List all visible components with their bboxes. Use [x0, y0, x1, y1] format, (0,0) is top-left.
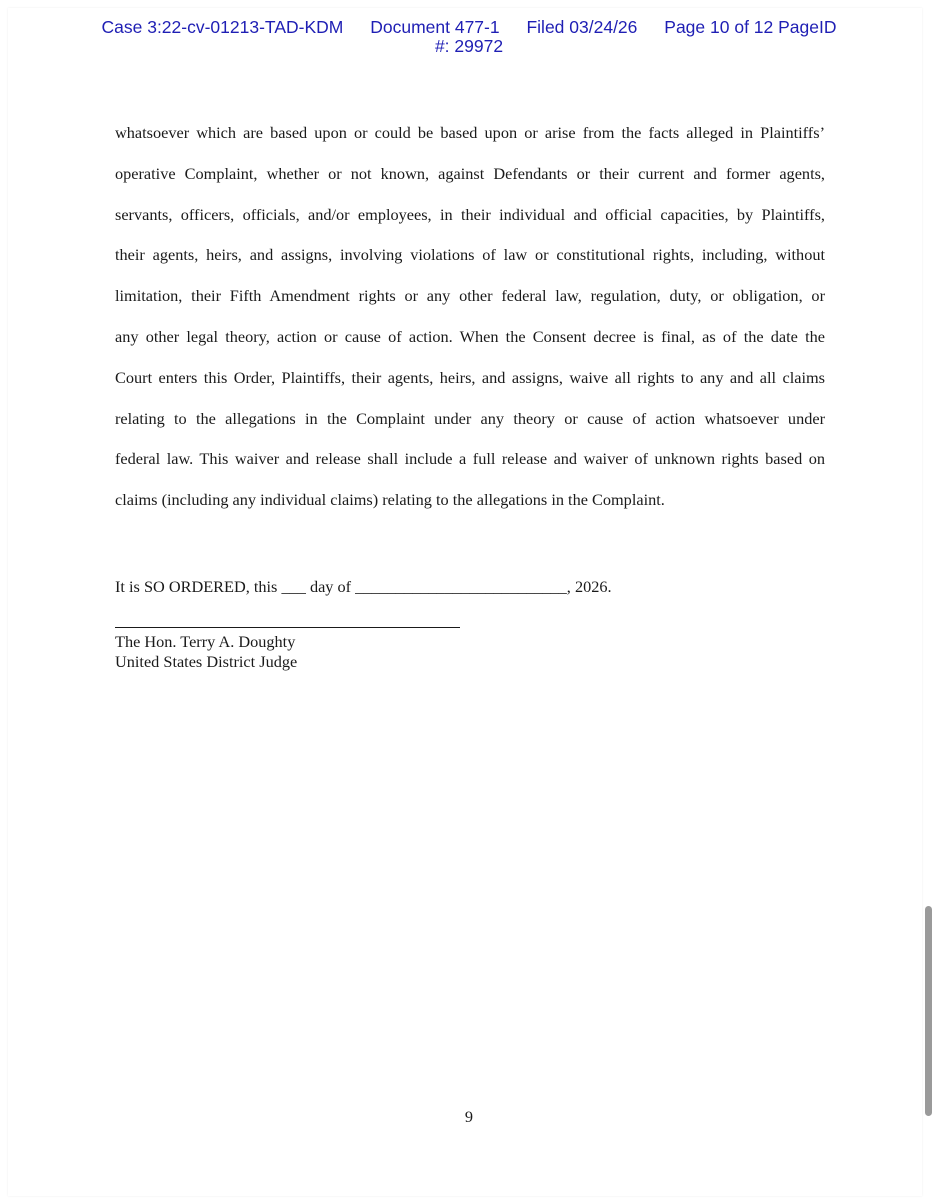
body-line: operative Complaint, whether or not known, against Defendants or their current and former agents, — [115, 163, 825, 183]
filed-date: Filed 03/24/26 — [526, 17, 638, 37]
header-line-1 — [0, 18, 938, 37]
page-of-pages: Page 10 of 12 PageID — [664, 17, 837, 37]
judge-name: The Hon. Terry A. Doughty — [115, 632, 296, 651]
judge-title: United States District Judge — [115, 652, 298, 671]
page-number: 9 — [464, 1107, 474, 1126]
court-filing-header — [0, 18, 938, 56]
body-line: federal law. This waiver and release shall include a full release and waiver of unknown rights based on — [115, 449, 825, 469]
signature-line — [115, 627, 460, 628]
body-line: servants, officers, officials, and/or employees, in their individual and official capacities, by Plaintiffs, — [115, 204, 825, 224]
body-line: their agents, heirs, and assigns, involving violations of law or constitutional rights, including, without — [115, 245, 825, 265]
body-line: whatsoever which are based upon or could be based upon or arise from the facts alleged in Plaintiffs’ — [115, 123, 825, 142]
case-number: Case 3:22-cv-01213-TAD-KDM — [101, 17, 344, 37]
vertical-scrollbar[interactable] — [925, 906, 932, 1116]
body-line: Court enters this Order, Plaintiffs, their agents, heirs, and assigns, waive all rights to any and all claims — [115, 367, 825, 387]
body-paragraph — [115, 113, 825, 521]
page-id: #: 29972 — [434, 36, 504, 56]
body-line: any other legal theory, action or cause of action. When the Consent decree is final, as of the date the — [115, 326, 825, 346]
judge-signature-block — [115, 632, 297, 672]
document-number: Document 477-1 — [370, 17, 500, 37]
body-line: limitation, their Fifth Amendment rights or any other federal law, regulation, duty, or obligation, or — [115, 286, 825, 306]
body-line: relating to the allegations in the Complaint under any theory or cause of action whatsoever under — [115, 408, 825, 428]
body-line: claims (including any individual claims) relating to the allegations in the Complaint. — [115, 490, 665, 510]
so-ordered-line: It is SO ORDERED, this ___ day of __________________________, 2026. — [115, 577, 612, 596]
